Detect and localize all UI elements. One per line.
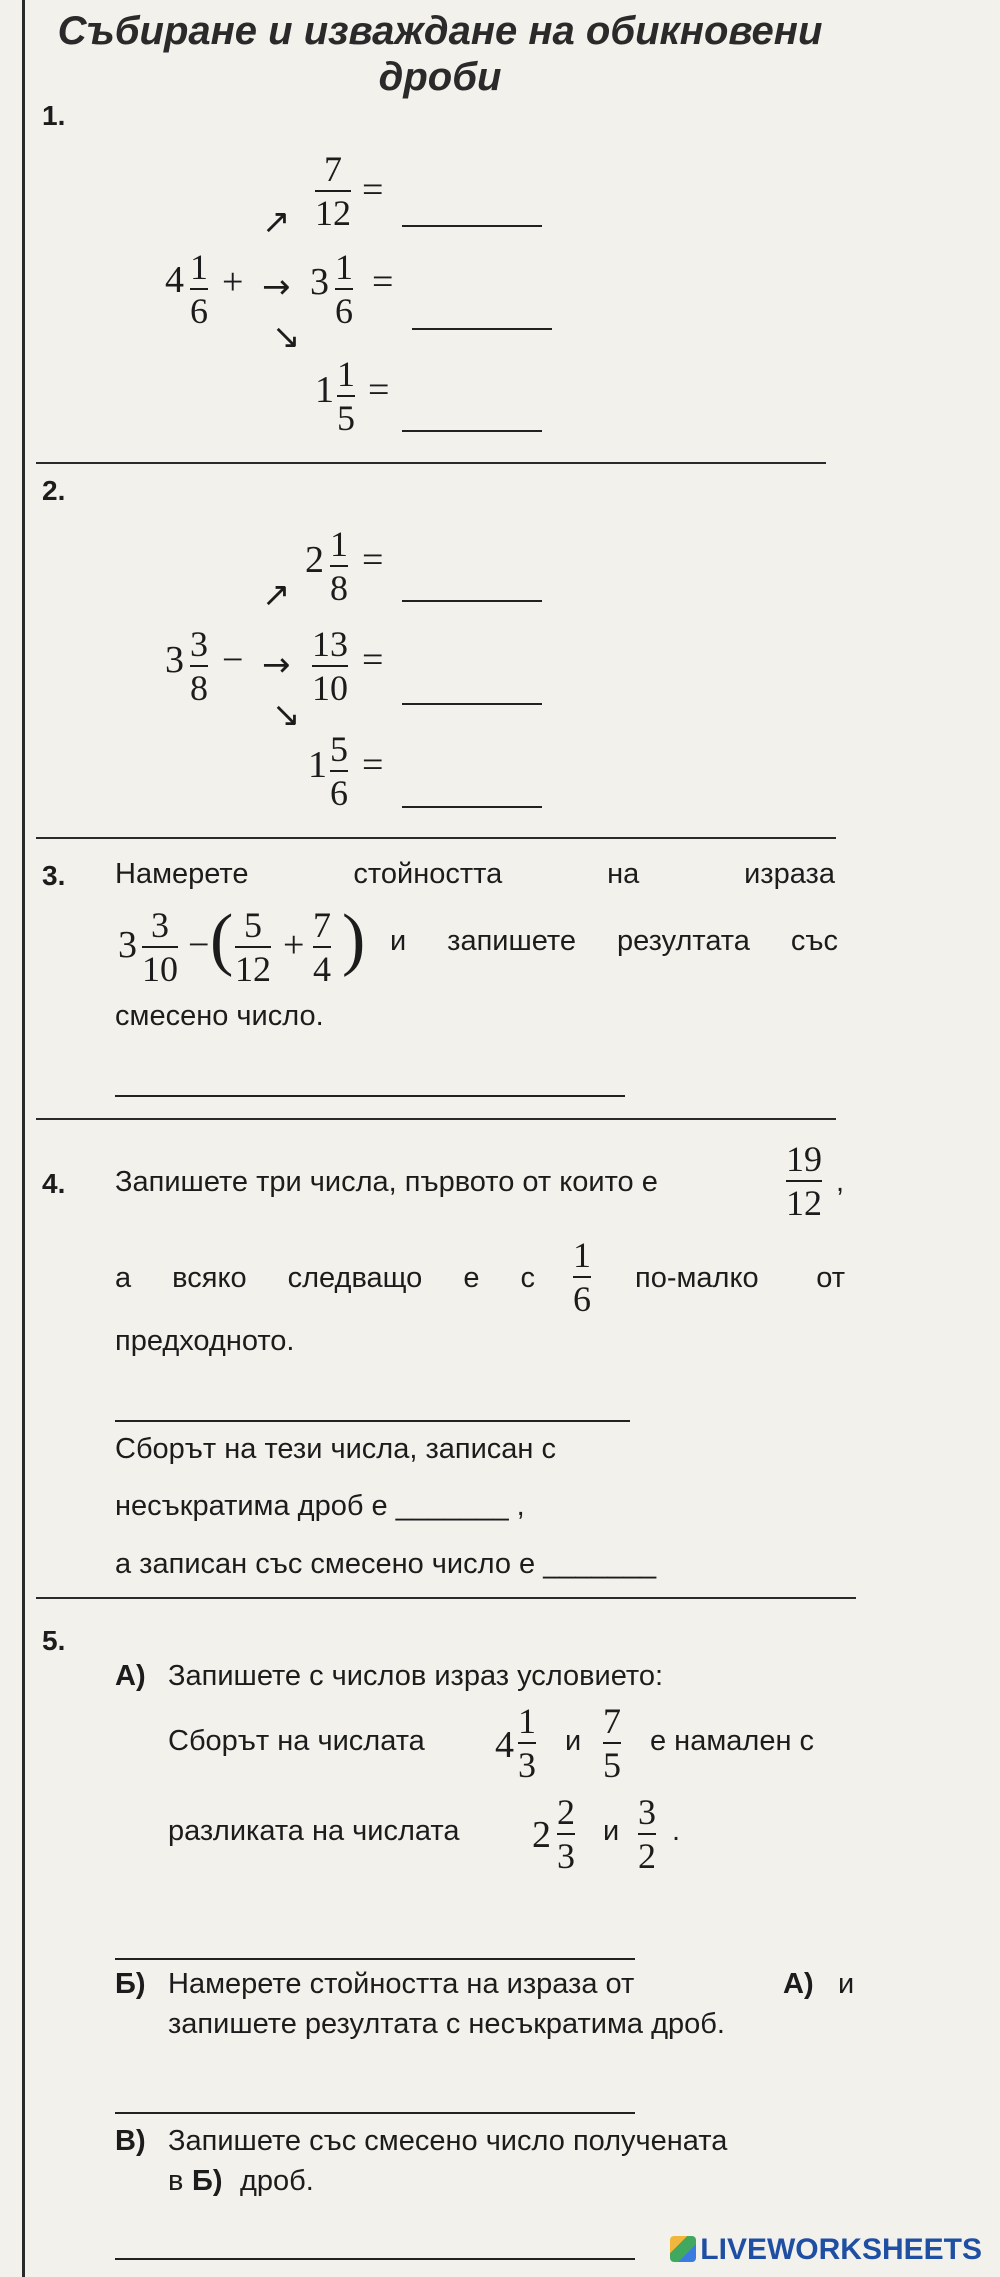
task3-text-line3: смесено число.	[115, 1000, 324, 1032]
task2-up-whole: 2	[305, 539, 324, 581]
part-b-text2: запишете резултата с несъкратима дроб.	[168, 2008, 725, 2040]
answer-blank[interactable]	[402, 225, 542, 227]
section-divider	[36, 837, 836, 839]
task-3-number: 3.	[42, 860, 66, 891]
plus-sign: +	[283, 924, 305, 966]
plus-sign: +	[222, 261, 244, 303]
task4-word-3: следващо	[287, 1262, 423, 1294]
task-5-number: 5.	[42, 1625, 66, 1656]
task1-down-whole: 1	[315, 369, 334, 411]
n2-fraction: 7 5	[603, 1701, 621, 1785]
task2-up-fraction: 1 8	[330, 524, 348, 608]
task3-word-2: стойността	[353, 858, 503, 890]
minus-sign: −	[222, 639, 244, 681]
task2-mid-fraction: 13 10	[312, 624, 348, 708]
task3-whole: 3	[118, 924, 137, 966]
arrow-right-icon: →	[262, 267, 291, 307]
answer-blank[interactable]	[115, 1420, 630, 1422]
part-a-line1b: е намален с	[650, 1725, 815, 1757]
and-word: и	[603, 1815, 620, 1847]
n1-whole: 4	[495, 1724, 514, 1766]
task4-word-1: а	[115, 1262, 132, 1294]
answer-blank[interactable]	[402, 703, 542, 705]
part-c-ref: Б)	[192, 2165, 223, 2197]
part-b-ref: А)	[783, 1968, 814, 2000]
answer-blank[interactable]	[402, 600, 542, 602]
task3-text-line2	[390, 925, 838, 958]
task3-word-4: израза	[744, 858, 835, 890]
equals-sign: =	[362, 169, 384, 211]
part-a-line1a: Сборът на числата	[168, 1725, 425, 1757]
task3-fraction-3: 7 4	[313, 905, 331, 989]
section-divider	[36, 1597, 856, 1599]
task4-text-line4: Сборът на тези числа, записан с	[115, 1433, 556, 1465]
task1-mid-whole: 3	[310, 261, 329, 303]
part-c-label: В)	[115, 2125, 146, 2157]
task-1-number: 1.	[42, 100, 66, 131]
task1-up-fraction: 7 12	[315, 149, 351, 233]
equals-sign: =	[362, 539, 384, 581]
task1-base-fraction: 1 6	[190, 247, 208, 331]
equals-sign: =	[372, 261, 394, 303]
part-c-text2a: в	[168, 2165, 184, 2197]
comma: ,	[836, 1166, 845, 1198]
task3-text-line1	[115, 858, 835, 891]
task2-down-whole: 1	[308, 744, 327, 786]
part-c-text1: Запишете със смесено число получената	[168, 2125, 728, 2157]
task3-fraction-1: 3 10	[142, 905, 178, 989]
task4-word-4: е	[463, 1262, 480, 1294]
and-word: и	[565, 1725, 582, 1757]
task3-word: резултата	[616, 925, 750, 957]
task4-word-5: с	[520, 1262, 535, 1294]
part-a-text: Запишете с числов израз условието:	[168, 1660, 664, 1692]
task3-word-1: Намерете	[115, 858, 249, 890]
answer-blank[interactable]	[402, 806, 542, 808]
n3-fraction: 2 3	[557, 1792, 575, 1876]
task1-base-whole: 4	[165, 259, 184, 301]
task1-down-fraction: 1 5	[337, 354, 355, 438]
task2-base-fraction: 3 8	[190, 624, 208, 708]
part-b-label: Б)	[115, 1968, 146, 2000]
answer-blank[interactable]	[412, 328, 552, 330]
task4-text-line2b	[635, 1262, 845, 1295]
arrow-down-right-icon: ↘	[272, 695, 301, 735]
arrow-up-right-icon: ↗	[262, 575, 291, 615]
answer-blank[interactable]	[115, 2112, 635, 2114]
task1-mid-fraction: 1 6	[335, 247, 353, 331]
task4-fraction-step: 1 6	[573, 1235, 591, 1319]
arrow-right-icon: →	[262, 645, 291, 685]
margin-line	[22, 0, 25, 2277]
n1-fraction: 1 3	[518, 1701, 536, 1785]
part-c-text2b: дроб.	[240, 2165, 314, 2197]
brand-logo-icon	[670, 2236, 696, 2262]
task4-word-6: по-малко	[635, 1262, 759, 1294]
task4-word-2: всяко	[172, 1262, 247, 1294]
task-2-number: 2.	[42, 475, 66, 506]
task4-text-line3: предходното.	[115, 1325, 295, 1357]
brand-text: LIVEWORKSHEETS	[700, 2233, 982, 2266]
section-divider	[36, 1118, 836, 1120]
task4-text-line1: Запишете три числа, първото от които е	[115, 1166, 658, 1198]
task4-text-line2a	[115, 1262, 535, 1295]
part-b-text1: Намерете стойността на израза от	[168, 1968, 635, 2000]
task4-text-line6: а записан със смесено число е _______	[115, 1548, 657, 1580]
equals-sign: =	[368, 369, 390, 411]
n4-fraction: 3 2	[638, 1792, 656, 1876]
page-title: Събиране и изваждане на обикновени дроби	[57, 9, 823, 99]
answer-blank[interactable]	[402, 430, 542, 432]
period: .	[672, 1815, 681, 1847]
task3-word-3: на	[607, 858, 640, 890]
section-divider	[36, 462, 826, 464]
n3-whole: 2	[532, 1814, 551, 1856]
equals-sign: =	[362, 744, 384, 786]
task-4-number: 4.	[42, 1168, 66, 1199]
brand-watermark	[670, 2233, 982, 2267]
part-a-line2a: разликата на числата	[168, 1815, 460, 1847]
answer-blank[interactable]	[115, 2258, 635, 2260]
task4-text-line5: несъкратима дроб е _______ ,	[115, 1490, 525, 1522]
task4-word-7: от	[816, 1262, 845, 1294]
close-paren: )	[342, 901, 366, 978]
answer-blank[interactable]	[115, 1958, 635, 1960]
answer-blank[interactable]	[115, 1095, 625, 1097]
task4-fraction-first: 19 12	[786, 1139, 822, 1223]
arrow-down-right-icon: ↘	[272, 317, 301, 357]
open-paren: (	[210, 901, 234, 978]
task2-base-whole: 3	[165, 639, 184, 681]
part-a-label: А)	[115, 1660, 146, 1692]
arrow-up-right-icon: ↗	[262, 202, 291, 242]
task3-word: запишете	[447, 925, 577, 957]
part-b-text1-end: и	[838, 1968, 855, 2000]
task3-word: и	[390, 925, 407, 957]
task3-fraction-2: 5 12	[235, 905, 271, 989]
task2-down-fraction: 5 6	[330, 729, 348, 813]
equals-sign: =	[362, 639, 384, 681]
task3-word: със	[790, 925, 838, 957]
minus-sign: −	[188, 924, 210, 966]
